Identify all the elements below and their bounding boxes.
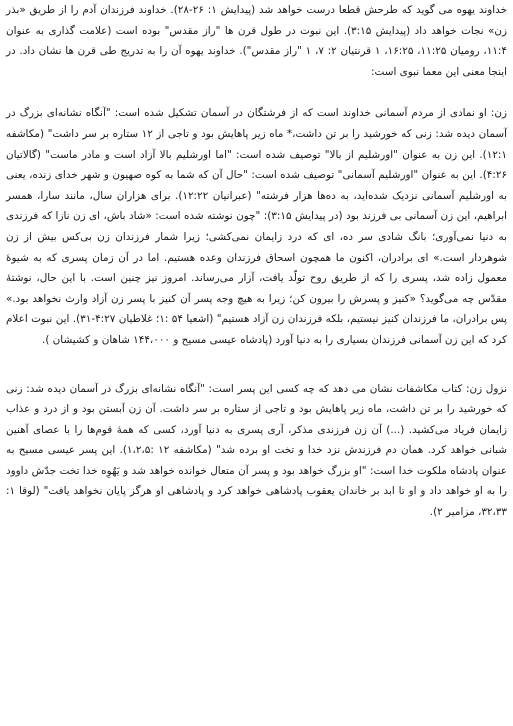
paragraph-intro: خداوند یهوه می گوید که طرحش قطعا درست خواهد شد (پیدایش ۱: ۲۶-۲۸). خداوند فرزندان آدم را از طریق «بذر زن» نجات خواهد داد (پیدایش ۳:۱۵). این نبوت در طول قرن ها "راز مقدس" بوده است (علامت گذاری به عنوان ۱۱:۴، رومیان ۱۱:۲۵، ۱۶:۲۵، ۱ قرنتیان ۲: ۷، ۱ "راز مقدس"). خداوند یهوه آن را به تدریج طی قرن ها نشان داد. در اینجا معنی این معما نبوی است: [6, 4, 507, 78]
paragraph-woman: زن: او نمادی از مردم آسمانی خداوند است که از فرشتگان در آسمان تشکیل شده است: "آنگاه نشانه‌ای بزرگ در آسمان دیده شد: زنی که خورشید را بر تن داشت،* ماه زیر پاهایش بود و تاجی از ۱۲ ستاره بر سر داشت" (مکاشفه ۱۲:۱). این زن به عنوان "اورشلیم از بالا" توصیف شده است: "اما اورشلیم بالا آزاد است و مادر ماست" (گالاتیان ۴:۲۶). این به عنوان "اورشلیم آسمانی" توصیف شده است: "حال آن که شما به کوه صهیون و شهر خدای زنده، یعنی به اورشلیم آسمانی نزدیک شده‌اید، به ده‌ها هزار فرشته" (عبرانیان ۱۲:۲۲). برای هزاران سال، مانند سارا، همسر ابراهیم، این زن آسمانی بی فرزند بود (در پیدایش ۳:۱۵): "چون نوشته شده است: «شاد باش، ای زن نازا که فرزندی به دنیا نمی‌آوری؛ بانگ شادی سر ده، ای که درد زایمان نمی‌کشی؛ زیرا شمار فرزندان زن بی‌کس بیش از زن شوهردار است.» ای برادران، اکنون ما همچون اسحاق فرزندان وعده هستیم. اما در آن زمان پسری که به شیوهٔ معمول زاده شد، پسری را که از طریق روح تولّد یافت، آزار می‌رساند. امروز نیز چنین است. با این حال، نوشتهٔ مقدّس چه می‌گوید؟ «کنیز و پسرش را بیرون کن؛ زیرا به هیچ وجه پسر آن کنیز با پسر زن آزاد وارث نخواهد بود.» پس برادران، ما فرزندان کنیز نیستیم، بلکه فرزندان زن آزاد هستیم" (اشعیا ۵۴ :۱؛ غلاطیان ۴:۲۷-۳۱). این نبوت اعلام کرد که این زن آسمانی فرزندان بسیاری را به دنیا آورد (پادشاه عیسی مسیح و ۱۴۴،۰۰۰ شاهان و کشیشان ). [6, 107, 508, 346]
paragraph-spacer [6, 82, 507, 103]
paragraph-spacer [6, 351, 507, 379]
paragraph-descent: نزول زن: کتاب مکاشفات نشان می دهد که چه کسی این پسر است: "آنگاه نشانه‌ای بزرگ در آسمان دیده شد: زنی که خورشید را بر تن داشت، ماه زیر پاهایش بود و تاجی از ستاره بر سر داشت. آن زن آبستن بود و از درد و عذاب زایمان فریاد می‌کشید. (...) آن زن فرزندی مذکر، آری پسری به دنیا آورد، کسی که همهٔ قوم‌ها را با عصای آهنین شبانی خواهد کرد. همان دم فرزندش نزد خدا و تخت او برده شد" (مکاشفه ۱۲ :۱،۲،۵). این پسر عیسی مسیح به عنوان پادشاه ملکوت خدا است: "او بزرگ خواهد بود و پسر آن متعال خوانده خواهد شد و یَهُوِه خدا تخت جدّش داوود را به او خواهد داد و او تا ابد بر خاندان یعقوب پادشاهی خواهد کرد و پادشاهی او هرگز پایان نخواهد یافت" (لوقا ۱: ۳۲،۳۳، مزامیر ۲). [6, 382, 507, 519]
